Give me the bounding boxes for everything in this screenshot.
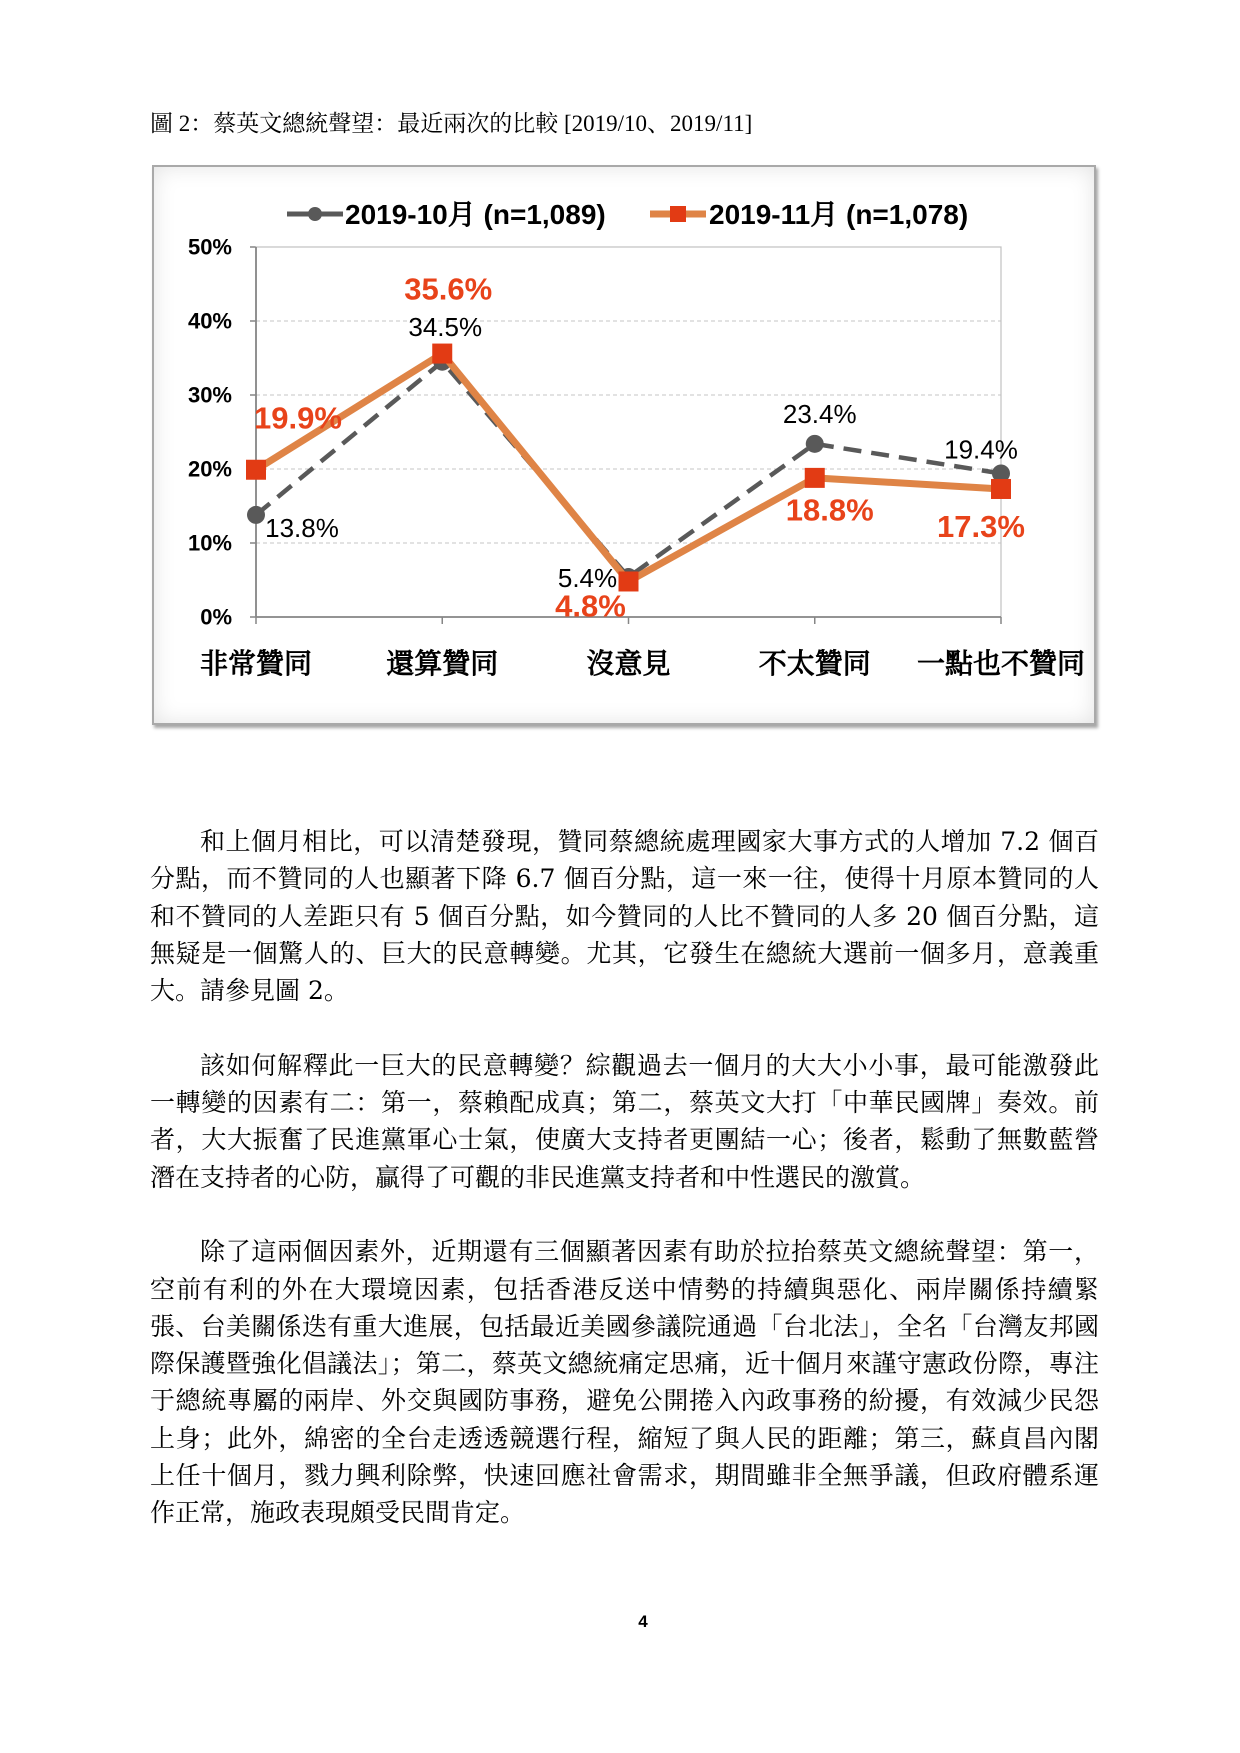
data-label: 17.3%	[937, 508, 1025, 544]
paragraph-1: 和上個月相比，可以清楚發現，贊同蔡總統處理國家大事方式的人增加 7.2 個百分點，而不贊同的人也顯著下降 6.7 個百分點，這一來一往，使得十月原本贊同的人和不贊同的人差距只有 5 個百分點，如今贊同的人比不贊同的人多 20 個百分點，這無疑是一個驚人的、巨大的民意轉變。尤其，它發生在總統大選前一個多月，意義重大。請參見圖 2。	[150, 827, 1099, 1006]
legend-label: 2019-10月 (n=1,089)	[345, 198, 606, 230]
figure-caption: 圖 2：蔡英文總統聲望：最近兩次的比較 [2019/10、2019/11]	[150, 111, 753, 136]
y-tick-label: 30%	[187, 382, 232, 408]
legend-label: 2019-11月 (n=1,078)	[709, 198, 969, 230]
y-tick-label: 20%	[187, 456, 232, 482]
data-label: 19.4%	[944, 434, 1018, 465]
data-label: 35.6%	[404, 271, 493, 307]
category-label: 不太贊同	[758, 647, 871, 679]
category-label: 沒意見	[586, 647, 671, 679]
data-label: 23.4%	[782, 398, 857, 429]
category-label: 還算贊同	[386, 647, 499, 679]
data-label: 34.5%	[408, 311, 483, 342]
series-line-2	[256, 354, 1001, 582]
legend-marker	[670, 206, 686, 222]
data-label: 4.8%	[555, 588, 626, 624]
y-tick-label: 0%	[200, 604, 232, 630]
category-label: 一點也不贊同	[916, 647, 1086, 679]
data-label: 19.9%	[254, 400, 342, 436]
data-point-marker	[247, 506, 265, 524]
data-label: 13.8%	[265, 512, 339, 543]
y-tick-label: 10%	[187, 530, 232, 556]
y-tick-label: 50%	[187, 234, 232, 260]
data-point-marker	[246, 460, 266, 480]
chart-frame	[152, 165, 1096, 725]
category-label: 非常贊同	[199, 647, 313, 679]
data-point-marker	[806, 435, 824, 453]
data-point-marker	[805, 468, 825, 488]
y-tick-label: 40%	[187, 308, 232, 334]
page-number: 4	[638, 1612, 648, 1631]
line-chart	[152, 165, 1096, 725]
plot-area-border	[256, 247, 1001, 617]
data-label: 5.4%	[557, 563, 618, 594]
paragraph-3: 除了這兩個因素外，近期還有三個顯著因素有助於拉抬蔡英文總統聲望：第一，空前有利的外在大環境因素，包括香港反送中情勢的持續與惡化、兩岸關係持續緊張、台美關係迭有重大進展，包括最近美國參議院通過「台北法」，全名「台灣友邦國際保護暨強化倡議法」；第二，蔡英文總統痛定思痛，近十個月來謹守憲政份際，專注于總統專屬的兩岸、外交與國防事務，避免公開捲入內政事務的紛擾，有效減少民怨上身；此外，綿密的全台走透透競選行程，縮短了與人民的距離；第三，蘇貞昌內閣上任十個月，戮力興利除弊，快速回應社會需求，期間雖非全無爭議，但政府體系運作正常，施政表現頗受民間肯定。	[150, 1237, 1099, 1528]
legend-marker	[308, 207, 322, 221]
body-text	[150, 823, 1099, 1569]
data-label: 18.8%	[785, 492, 874, 528]
paragraph-2: 該如何解釋此一巨大的民意轉變？綜觀過去一個月的大大小小事，最可能激發此一轉變的因素有二：第一，蔡賴配成真；第二，蔡英文大打「中華民國牌」奏效。前者，大大振奮了民進黨軍心士氣，使廣大支持者更團結一心；後者，鬆動了無數藍營潛在支持者的心防，贏得了可觀的非民進黨支持者和中性選民的激賞。	[150, 1050, 1099, 1192]
data-point-marker	[432, 344, 452, 364]
data-point-marker	[991, 479, 1011, 499]
